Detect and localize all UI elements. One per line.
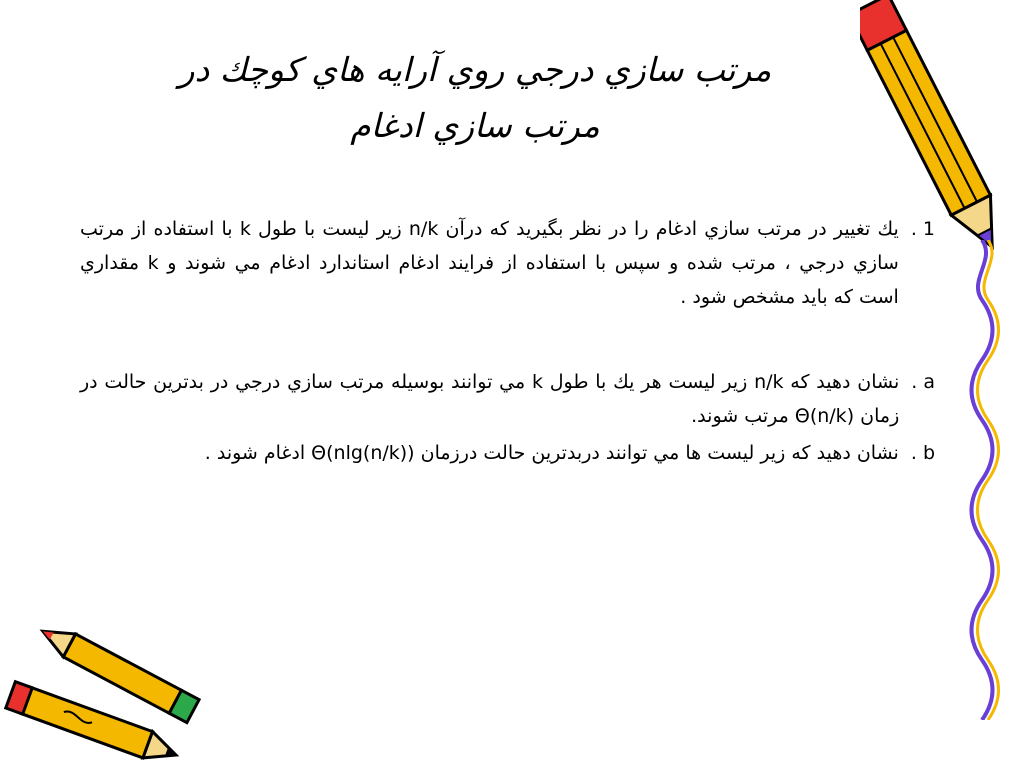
item-text: يك تغيير در مرتب سازي ادغام را در نظر بگيريد كه درآن n/k زير ليست با طول k با استفاده از مرتب سازي درجي ، مرتب شده و سپس با استفاده از فرايند ادغام استاندارد ادغام مي شوند و k مقداري است كه بايد مشخص شود . xyxy=(80,218,899,308)
item-text: نشان دهيد كه زير ليست ها مي توانند دربدترين حالت درزمان Θ(nlg(n/k)) ادغام شوند . xyxy=(204,442,899,464)
list-item-1 xyxy=(80,212,935,314)
title-line-1: مرتب سازي درجي روي آرايه هاي كوچك در xyxy=(178,50,772,89)
item-marker: b . xyxy=(910,442,935,464)
item-marker: a . xyxy=(911,371,935,393)
crossed-pencils-icon xyxy=(0,618,210,768)
pencil-icon xyxy=(860,0,1000,250)
item-marker: 1 . xyxy=(910,218,935,240)
wavy-line-icon xyxy=(960,240,1010,720)
slide-title xyxy=(90,42,860,154)
item-text: نشان دهيد كه n/k زير ليست هر يك با طول k مي توانند بوسيله مرتب سازي درجي در بدترين حالت در زمان Θ(n/k) مرتب شوند. xyxy=(80,371,900,427)
list-item-b xyxy=(80,436,935,470)
list-item-a xyxy=(80,365,935,433)
title-line-2: مرتب سازي ادغام xyxy=(350,106,600,145)
